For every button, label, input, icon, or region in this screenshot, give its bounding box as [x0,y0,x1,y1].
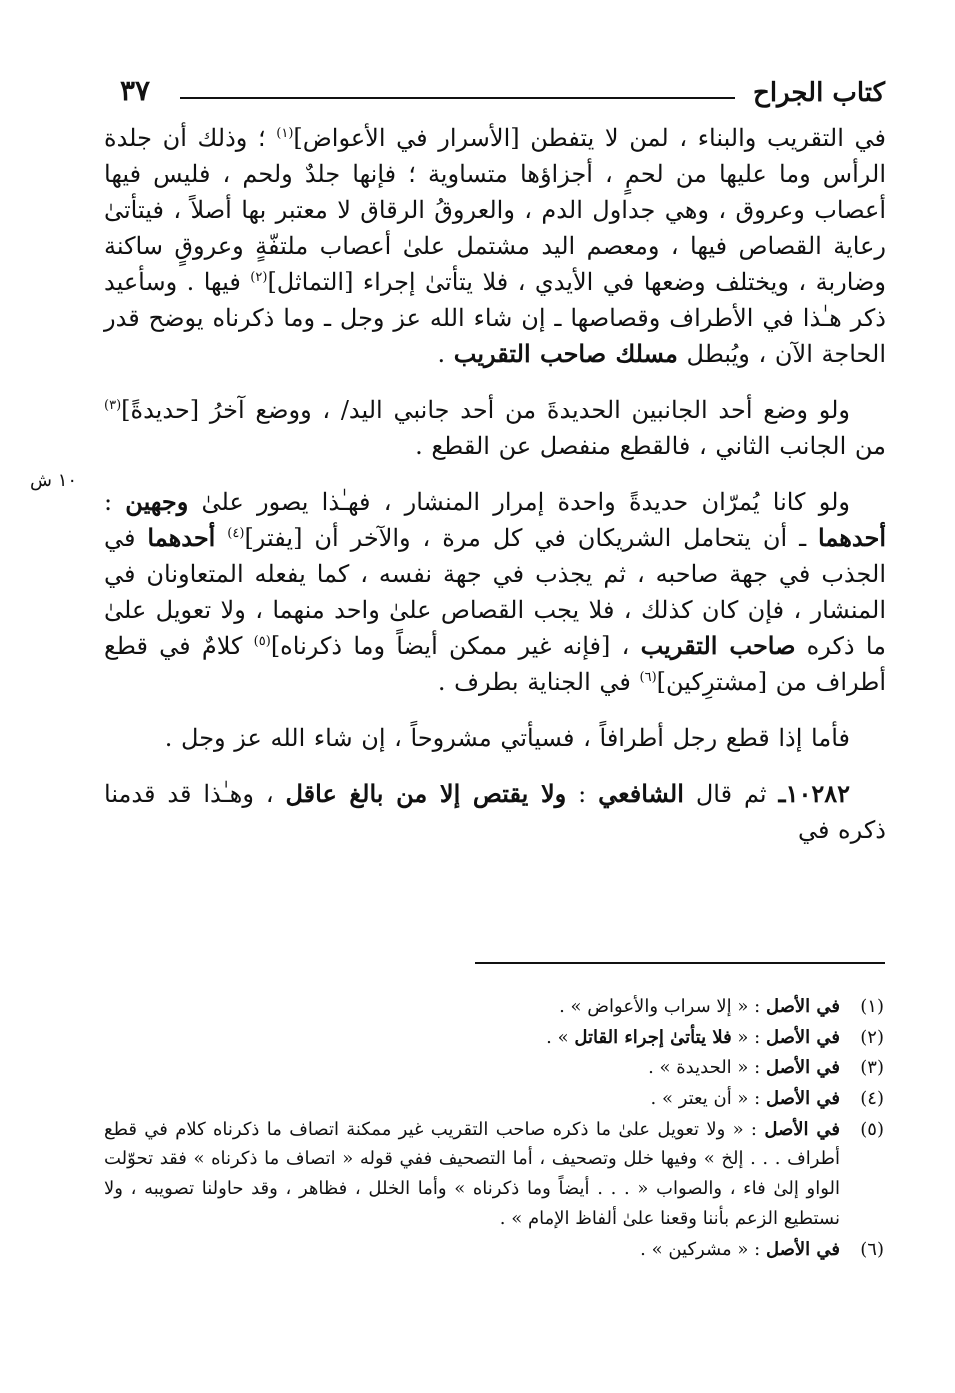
footnote-text [104,1023,840,1053]
bold-phrase: أحدهما [147,523,216,552]
paragraph-text: من الجانب الثاني ، فالقطع منفصل عن القطع . [415,432,886,460]
paragraph-3 [104,484,886,700]
footnote-text [104,1115,840,1234]
footnote-body: : « ولا تعويل علىٰ ما ذكره صاحب التقريب غير ممكنة اتصاف ما ذكرناه كلام في قطع أطراف . . . إلخ » وفيها خلل وتصحيف ، أما التصحيف ففي قوله « اتصاف ما ذكرناه » فقد تحوّلت الواو إلىٰ فاء ، والصواب « . . . أيضاً وما ذكرناه » وأما الخلل ، فظاهر ، وقد حاولنا تصويبه ، ولا نستطيع الزعم بأننا وقعنا علىٰ ألفاظ الإمام » . [104,1118,840,1229]
paragraph-2 [104,392,886,464]
footnote-label: في الأصل [764,1118,840,1140]
paragraph-text: ثم قال [683,780,779,808]
footnote-ref[interactable]: (٢) [250,270,268,285]
footnote-number: (٤) [860,1088,884,1110]
paragraph-text: في التقريب والبناء ، لمن لا يتفطن [الأسرار في الأعواض] [293,124,886,152]
footnote [104,1235,884,1265]
paragraph-text: في الجذب في جهة صاحبه ، ثم يجذب في جهة نفسه ، كما يفعله المتعاونان في المنشار ، فإن كان كذلك ، فلا يجب القصاص علىٰ واحد منهما ، ولا تعويل علىٰ ما ذكره [104,524,887,660]
footnote-ref[interactable]: (٣) [104,398,122,413]
header-rule [180,97,735,99]
paragraph-gap [104,756,886,776]
footnote-text [104,1084,840,1114]
paragraph-text: في الجناية بطرف . [437,668,640,696]
footnote-body: : « الحديدة » . [648,1057,766,1079]
paragraph-4 [104,720,886,756]
footnote-text [104,992,840,1022]
paragraph-text: ولو كانا يُمرّان حديدةً واحدة إمرار المنشار ، فهـٰذا يصور علىٰ [188,488,850,516]
footnote-body: » . [546,1026,575,1048]
paragraph-gap [104,372,886,392]
paragraph-1 [104,120,886,372]
footnote [104,1023,884,1053]
bold-phrase: الشافعي [598,779,684,808]
paragraph-text: ؛ وذلك أن جلدة الرأس وما عليها من لحمٍ ، أجزاؤها متساوية ؛ فإنها جلدٌ ولحم ، فليس فيها أعصاب وعروق ، وهي جداول الدم ، والعروقُ الرقاق لا معتبر بها أصلاً ، فيتأتىٰ رعاية القصاص فيها ، ومعصم اليد مشتمل علىٰ أعصاب ملتفّةٍ وعروقٍ ساكنة وضاربة ، ويختلف وضعها في الأيدي ، فلا يتأتىٰ إجراء [التماثل] [104,124,887,296]
footnote-number: (٥) [860,1118,884,1140]
paragraph-text: ، [فإنه غير ممكن أيضاً وما ذكرناه] [270,632,641,660]
page-number: ٣٧ [120,74,151,107]
paragraph-gap [104,700,886,720]
running-title: كتاب الجراح [753,78,885,108]
paragraph-5 [104,776,886,848]
footnote-number: (١) [860,996,884,1017]
issue-number: ١٠٢٨٢ـ [778,779,851,808]
footnote-body: : « أن يعتر » . [650,1088,766,1110]
footnote-label: في الأصل [765,1088,840,1110]
footnotes [104,992,884,1265]
footnote-number: (٦) [860,1238,884,1260]
paragraph-text: فأما إذا قطع رجل أطرافاً ، فسيأتي مشروحاً ، إن شاء الله عز وجل . [164,724,850,752]
footnote-number: (٣) [860,1057,884,1079]
footnote-number: (٢) [860,1026,884,1048]
footnote-bold: فلا يتأتىٰ إجراء القاتل [574,1026,732,1048]
footnote-text [104,1053,840,1083]
footnote-separator [475,962,885,964]
paragraph-text: . [437,340,454,368]
paragraph-text: فيها . وسأعيد ذكر هـٰذا في الأطراف وقصاصها ـ إن شاء الله عز وجل ـ وما ذكرناه يوضح قدر الحاجة الآن ، ويُبطل [104,268,886,368]
paragraph-gap [104,464,886,484]
footnote [104,1053,884,1083]
footnote-label: في الأصل [765,1026,840,1048]
footnote-label: في الأصل [765,1057,840,1079]
paragraph-text: ، وهـٰذا قد قدمنا ذكره في [104,780,886,844]
bold-phrase: صاحب التقريب [640,631,796,660]
bold-phrase: أحدهما [818,523,886,552]
main-text [104,120,886,848]
footnote [104,992,884,1022]
paragraph-text: : [104,488,126,516]
margin-note: ١٠ ش [30,470,78,491]
footnote-ref[interactable]: (٥) [253,634,271,649]
bold-phrase: مسلك صاحب التقريب [453,339,678,368]
footnote [104,1115,884,1234]
footnote-label: في الأصل [765,1238,840,1260]
footnote-body: : « إلا سراب والأعواض » . [559,996,766,1017]
page-header [120,74,885,114]
paragraph-text: ولو وضع أحد الجانبين الحديدةَ من أحد جانبي اليد/ ، ووضع آخرُ [حديدةً] [121,396,850,424]
paragraph-text: : [566,780,599,808]
paragraph-text [215,524,227,552]
footnote [104,1084,884,1114]
footnote-body: : « [731,1026,766,1048]
footnote-text [104,1235,840,1265]
footnote-body: : « مشركين » . [640,1238,766,1260]
footnote-ref[interactable]: (٦) [639,670,657,685]
paragraph-text: ـ أن يتحامل الشريكان في كل مرة ، والآخر أن [يفتر] [244,524,819,552]
footnote-label: في الأصل [765,996,840,1017]
bold-phrase: وجهين [125,487,189,516]
bold-phrase: ولا يقتص إلا من بالغ عاقل [285,779,567,808]
footnote-ref[interactable]: (١) [276,126,294,141]
footnote-ref[interactable]: (٤) [227,526,245,541]
paragraph-text: كلامٌ في قطع أطراف من [مشترِكين] [104,632,886,696]
